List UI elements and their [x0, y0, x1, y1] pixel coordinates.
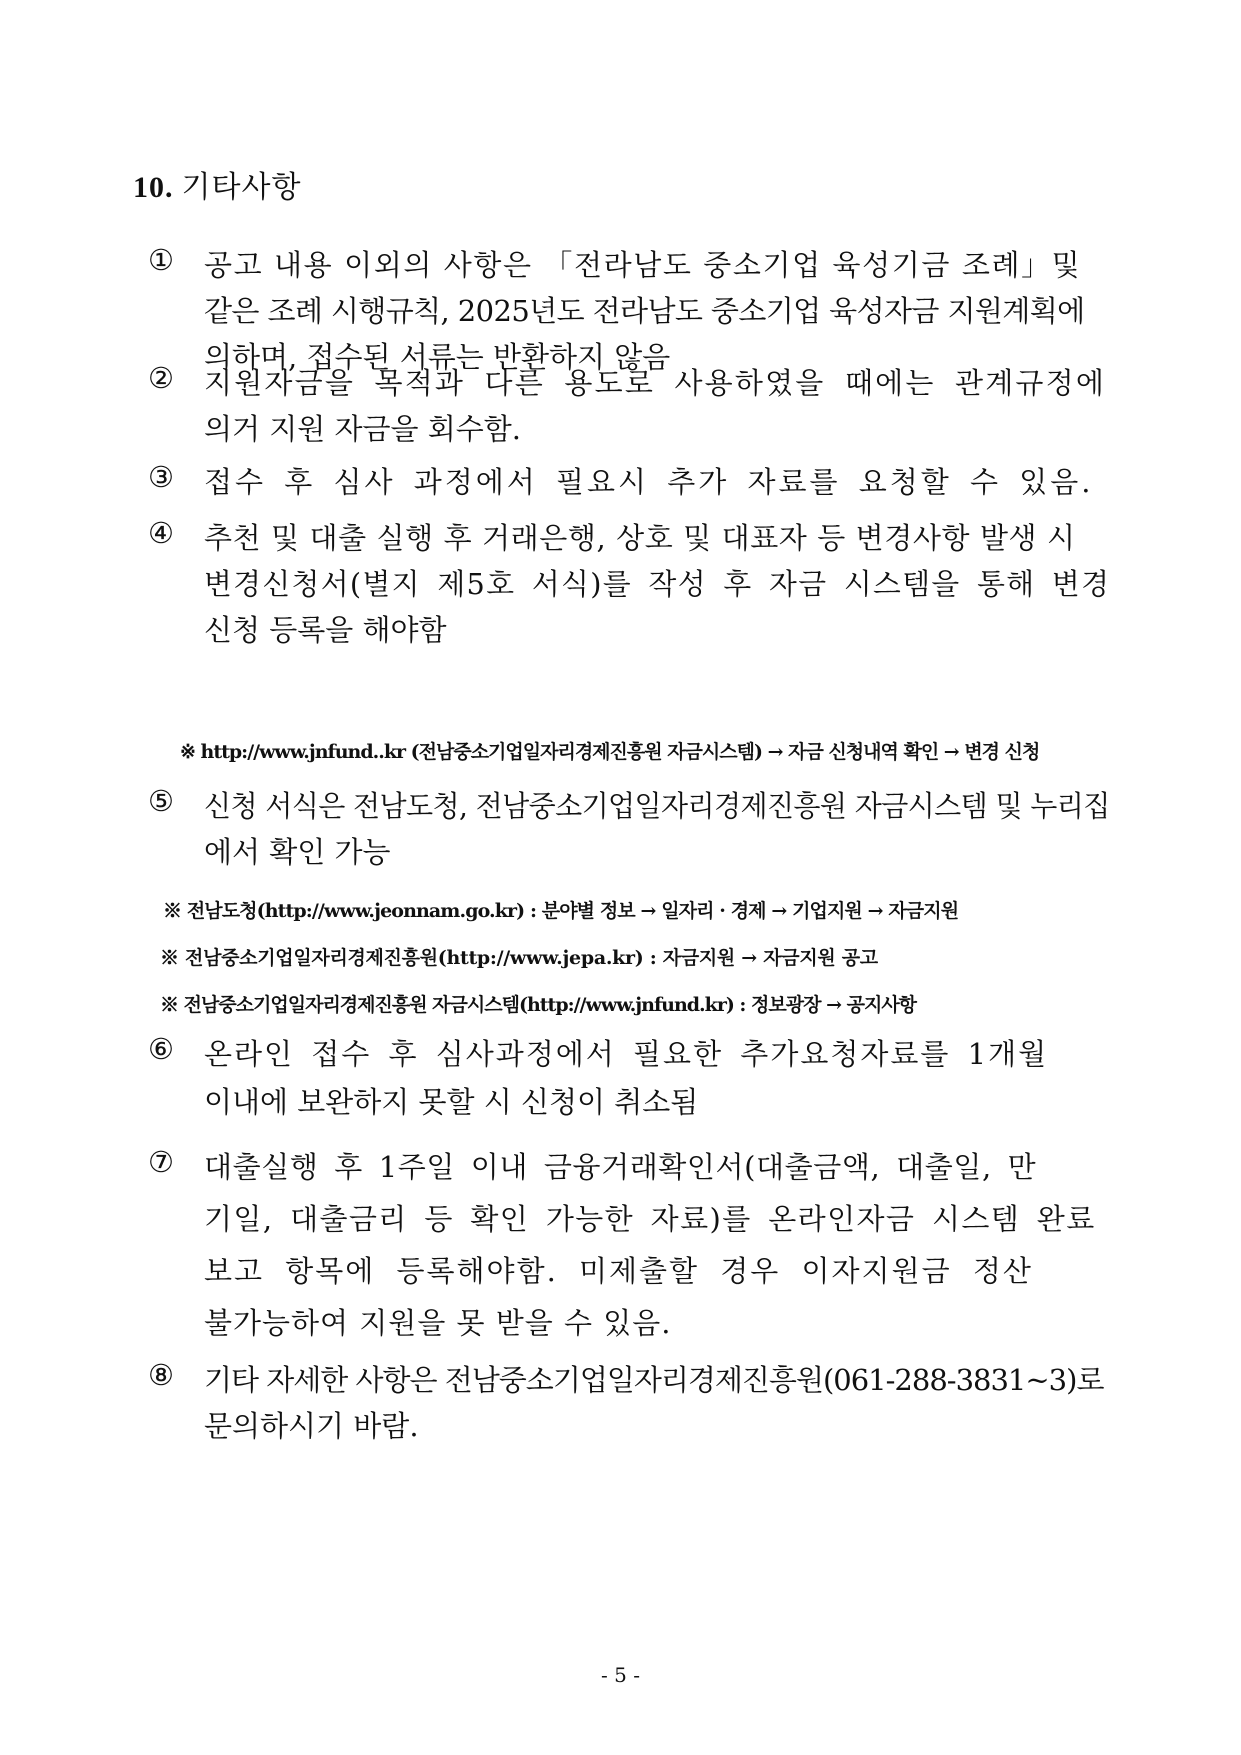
item-line: 보고 항목에 등록해야함. 미제출할 경우 이자지원금 정산	[204, 1254, 1033, 1288]
item-line: 접수 후 심사 과정에서 필요시 추가 자료를 요청할 수 있음.	[204, 465, 1094, 499]
item-line: 공고 내용 이외의 사항은 「전라남도 중소기업 육성기금 조례」및	[204, 248, 1082, 282]
item-line: 신청 등록을 해야함	[204, 613, 447, 647]
item-line: 의하며, 접수된 서류는 반환하지 않음	[204, 340, 671, 374]
note-change-request: ※ http://www.jnfund..kr (전남중소기업일자리경제진흥원 자금시스템) → 자금 신청내역 확인 → 변경 신청	[180, 741, 1040, 763]
note-jnfund: ※ 전남중소기업일자리경제진흥원 자금시스템(http://www.jnfund.kr) : 정보광장 → 공지사항	[160, 994, 917, 1016]
section-number: 10.	[133, 171, 174, 204]
item-line: 불가능하여 지원을 못 받을 수 있음.	[204, 1306, 672, 1340]
item-number: ⑤	[148, 784, 174, 818]
item-number: ⑦	[148, 1145, 174, 1179]
item-line: 지원자금을 목적과 다른 용도로 사용하였을 때에는 관계규정에	[204, 366, 1107, 400]
item-number: ②	[148, 361, 174, 395]
page-number: - 5 -	[601, 1663, 640, 1687]
item-number: ⑧	[148, 1358, 174, 1392]
item-line: 문의하시기 바람.	[204, 1409, 419, 1443]
item-line: 대출실행 후 1주일 이내 금융거래확인서(대출금액, 대출일, 만	[204, 1150, 1037, 1184]
section-heading	[133, 162, 301, 206]
note-jepa: ※ 전남중소기업일자리경제진흥원(http://www.jepa.kr) : 자금지원 → 자금지원 공고	[160, 947, 878, 969]
note-jeonnam-province: ※ 전남도청(http://www.jeonnam.go.kr) : 분야별 정보 → 일자리 · 경제 → 기업지원 → 자금지원	[163, 900, 959, 922]
item-line: 추천 및 대출 실행 후 거래은행, 상호 및 대표자 등 변경사항 발생 시	[204, 521, 1076, 555]
item-line: 기타 자세한 사항은 전남중소기업일자리경제진흥원(061-288-3831~3)로	[204, 1363, 1104, 1397]
item-line: 온라인 접수 후 심사과정에서 필요한 추가요청자료를 1개월	[204, 1037, 1049, 1071]
item-line: 신청 서식은 전남도청, 전남중소기업일자리경제진흥원 자금시스템 및 누리집	[204, 789, 1110, 823]
item-number: ①	[148, 243, 174, 277]
item-line: 이내에 보완하지 못할 시 신청이 취소됨	[204, 1085, 699, 1119]
section-title: 기타사항	[181, 170, 302, 205]
item-line: 에서 확인 가능	[204, 835, 391, 869]
item-number: ⑥	[148, 1032, 174, 1066]
item-number: ③	[148, 460, 174, 494]
item-line: 같은 조례 시행규칙, 2025년도 전라남도 중소기업 육성자금 지원계획에	[204, 294, 1085, 328]
item-line: 기일, 대출금리 등 확인 가능한 자료)를 온라인자금 시스템 완료	[204, 1202, 1096, 1236]
item-line: 변경신청서(별지 제5호 서식)를 작성 후 자금 시스템을 통해 변경	[204, 567, 1111, 601]
item-number: ④	[148, 516, 174, 550]
item-line: 의거 지원 자금을 회수함.	[204, 412, 522, 446]
